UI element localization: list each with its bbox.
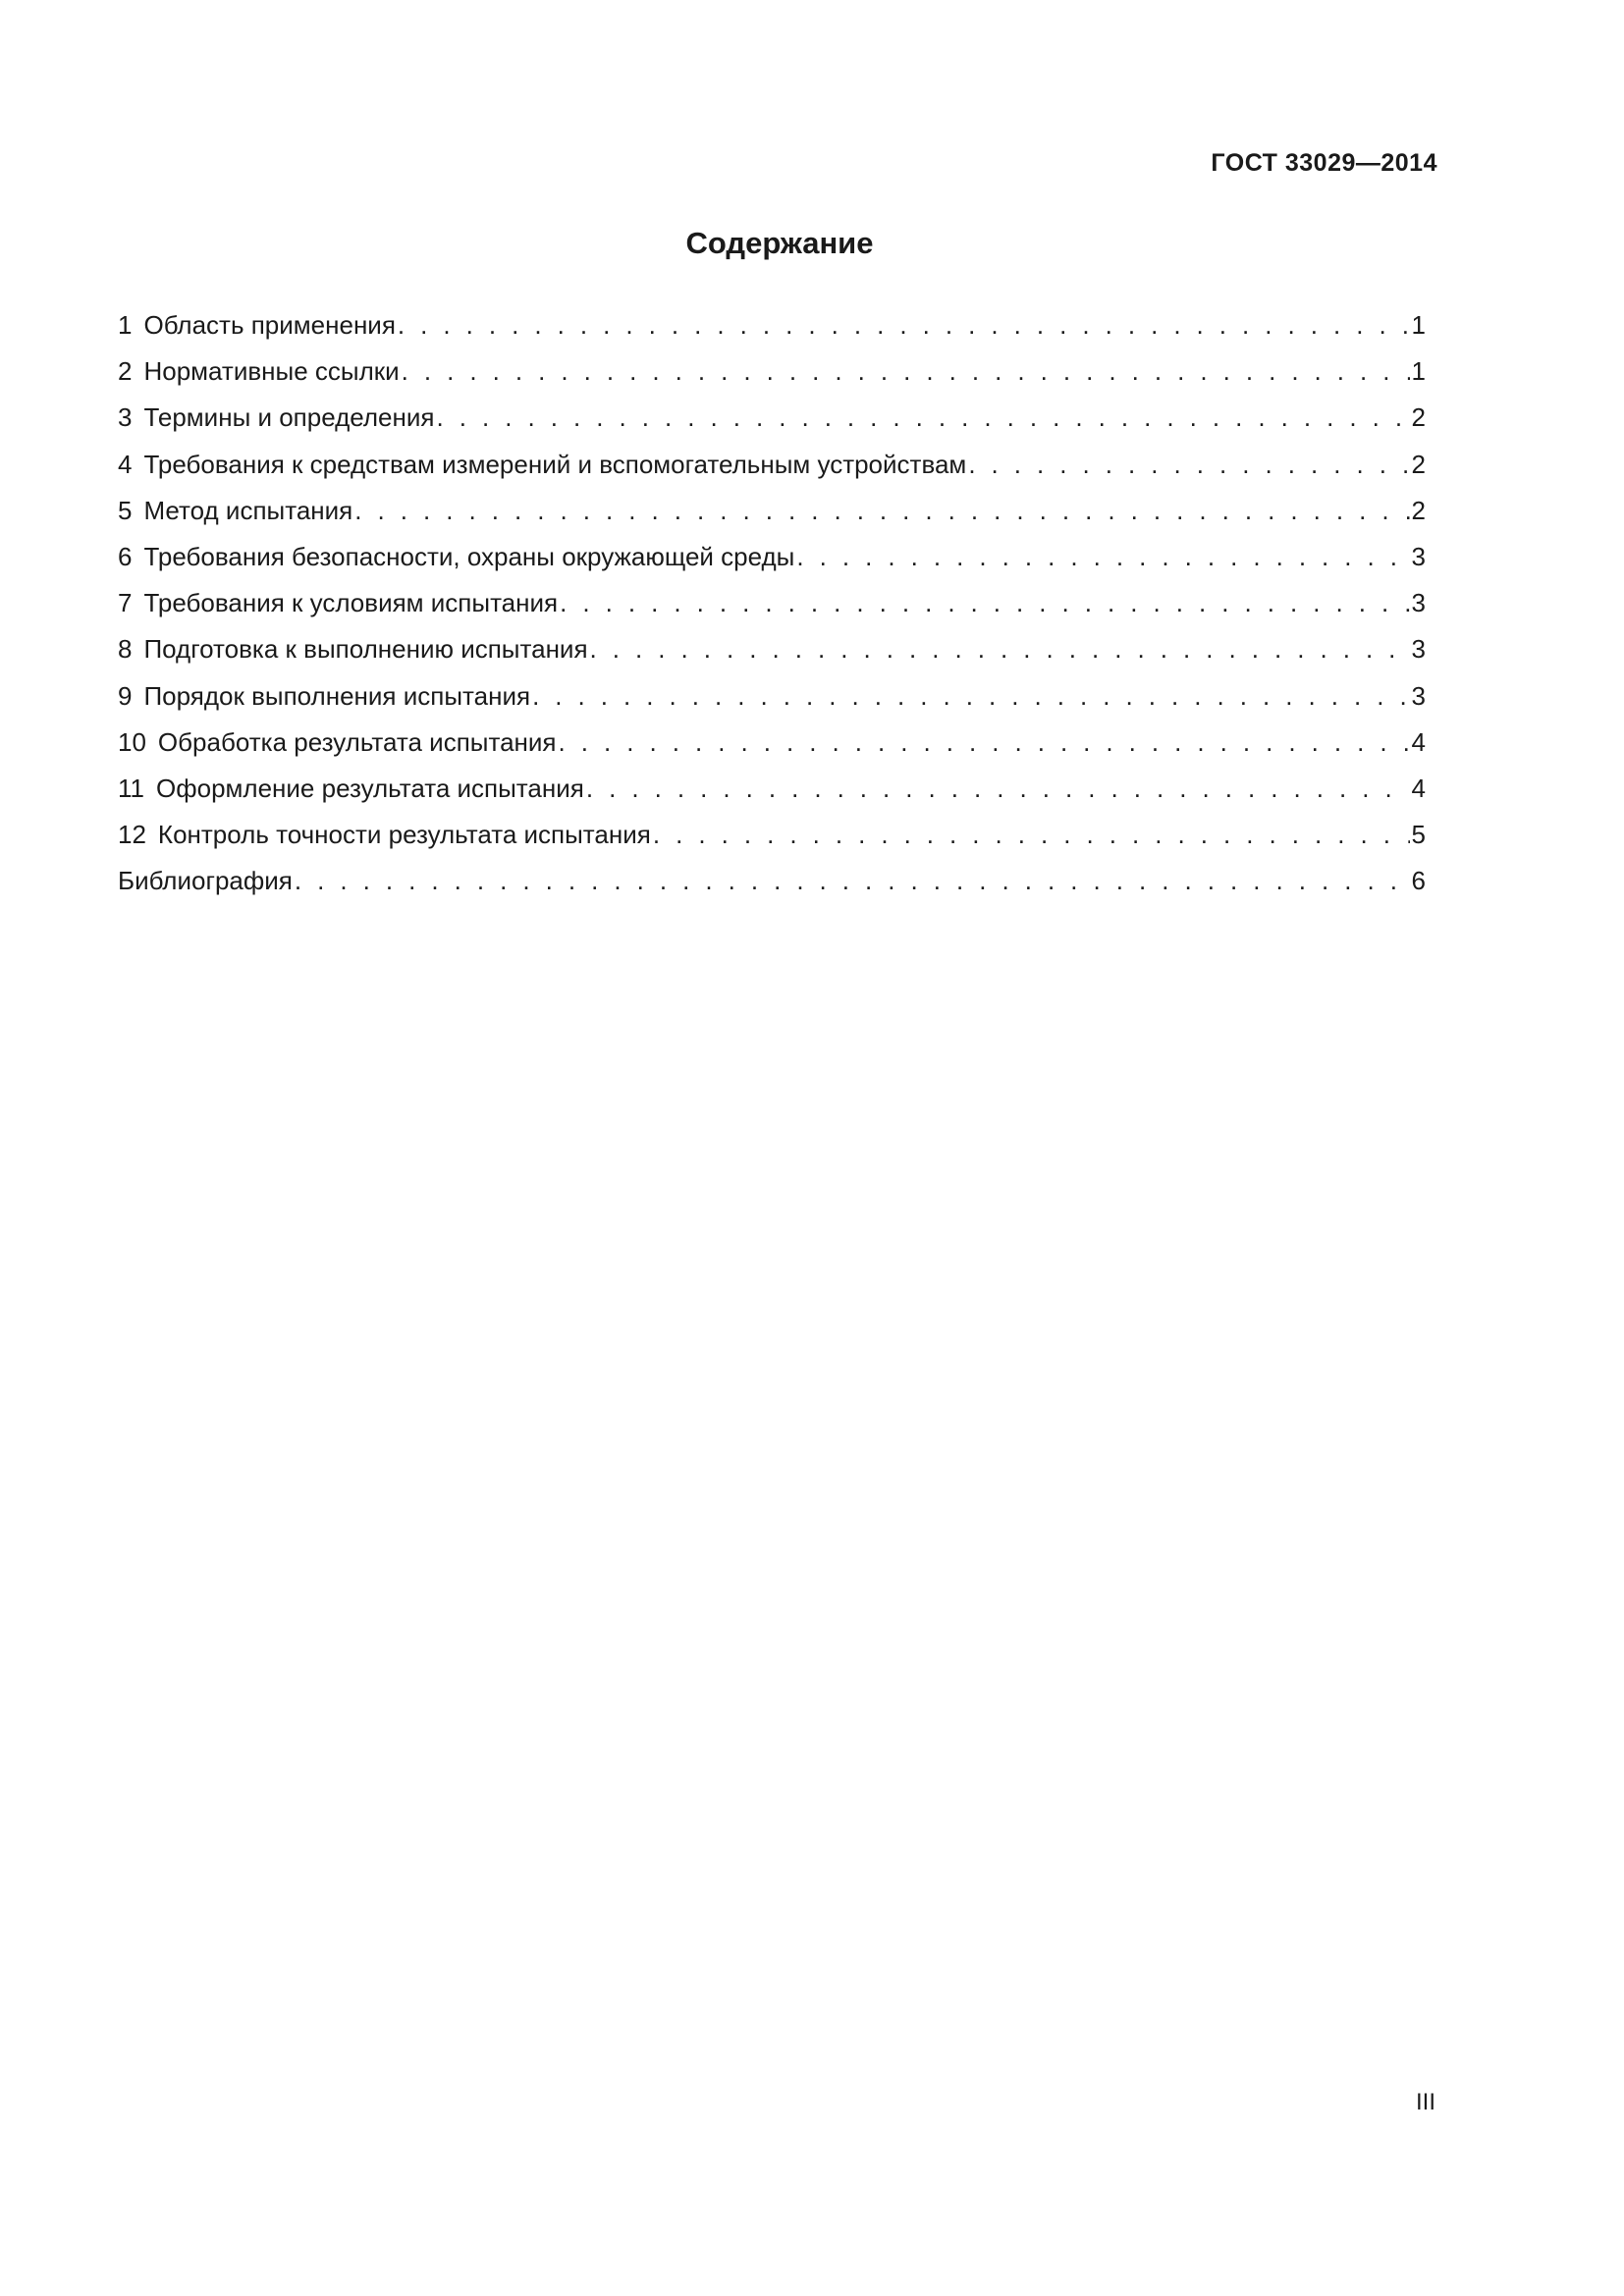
toc-item-page: 2 [1411,495,1426,525]
toc-title: Содержание [685,226,874,260]
table-of-contents [118,308,1426,910]
toc-leader-dots [560,586,1409,619]
toc-item-scope[interactable] [118,308,1426,354]
toc-item-bibliography[interactable] [118,864,1426,910]
toc-item-title: Контроль точности результата испытания [157,820,651,850]
toc-item-number: 2 [118,356,133,387]
toc-item-accuracy-control[interactable] [118,818,1426,864]
toc-item-title: Требования к средствам измерений и вспомогательным устройствам [143,449,967,479]
toc-item-page: 6 [1411,866,1426,896]
toc-item-number: 4 [118,449,133,479]
toc-leader-dots [586,772,1410,805]
toc-item-page: 3 [1411,541,1426,571]
toc-item-page: 4 [1411,773,1426,803]
document-code: ГОСТ 33029—2014 [1211,149,1437,177]
toc-item-page: 4 [1411,726,1426,757]
toc-item-number: 7 [118,588,133,618]
toc-item-title: Порядок выполнения испытания [143,680,531,711]
toc-item-title: Термины и определения [143,402,435,433]
toc-leader-dots [559,725,1410,759]
toc-leader-dots [295,864,1410,897]
toc-item-reporting[interactable] [118,772,1426,818]
toc-leader-dots [653,818,1410,851]
toc-item-number: 8 [118,634,133,665]
toc-item-page: 3 [1411,588,1426,618]
toc-item-processing[interactable] [118,725,1426,772]
page-number: III [1415,2089,1435,2115]
toc-leader-dots [398,308,1410,342]
toc-item-preparation[interactable] [118,632,1426,678]
toc-item-title: Подготовка к выполнению испытания [143,634,588,665]
toc-leader-dots [968,448,1409,481]
toc-item-page: 2 [1411,402,1426,433]
toc-item-page: 1 [1411,310,1426,340]
toc-leader-dots [402,354,1410,388]
toc-item-page: 5 [1411,820,1426,850]
toc-item-title: Требования к условиям испытания [143,588,559,618]
toc-item-title: Библиография [118,866,293,896]
toc-leader-dots [532,679,1409,713]
toc-item-instruments[interactable] [118,448,1426,494]
toc-item-page: 2 [1411,449,1426,479]
toc-leader-dots [354,494,1409,527]
toc-item-page: 1 [1411,356,1426,387]
toc-item-title: Метод испытания [143,495,353,525]
toc-item-title: Обработка результата испытания [157,726,557,757]
toc-leader-dots [436,400,1409,434]
toc-item-normative-references[interactable] [118,354,1426,400]
toc-item-terms[interactable] [118,400,1426,447]
toc-item-title: Область применения [143,310,396,340]
toc-item-title: Нормативные ссылки [143,356,400,387]
toc-leader-dots [590,632,1410,666]
toc-item-test-conditions[interactable] [118,586,1426,632]
toc-item-number: 11 [118,773,144,803]
toc-item-number: 5 [118,495,133,525]
toc-item-procedure[interactable] [118,679,1426,725]
toc-item-safety[interactable] [118,540,1426,586]
toc-item-page: 3 [1411,680,1426,711]
toc-item-number: 1 [118,310,133,340]
toc-leader-dots [796,540,1409,573]
toc-item-number: 12 [118,820,146,850]
toc-item-test-method[interactable] [118,494,1426,540]
toc-item-number: 6 [118,541,133,571]
toc-item-title: Требования безопасности, охраны окружающей среды [143,541,795,571]
toc-item-title: Оформление результата испытания [156,773,584,803]
toc-item-number: 3 [118,402,133,433]
toc-item-number: 9 [118,680,133,711]
toc-item-number: 10 [118,726,146,757]
toc-item-page: 3 [1411,634,1426,665]
